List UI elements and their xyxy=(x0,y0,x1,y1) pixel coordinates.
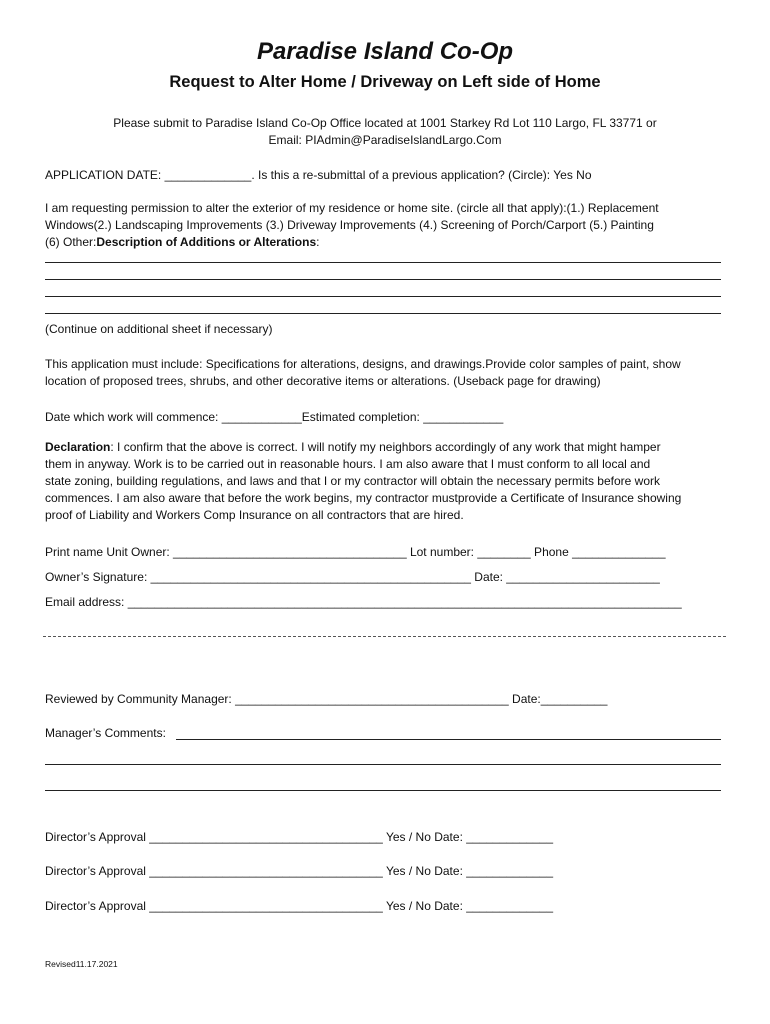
description-colon: : xyxy=(316,235,320,249)
application-date-line: APPLICATION DATE: _____________. Is this a re-submittal of a previous application? (Circle): Yes No xyxy=(45,168,592,182)
declaration-text1: : I confirm that the above is correct. I will notify my neighbors accordingly of any work that might hamper xyxy=(110,440,661,454)
declaration-line3: state zoning, building regulations, and laws and that I or my contractor will obtain the necessary permits before work xyxy=(45,474,660,488)
cut-divider xyxy=(43,636,726,637)
continue-note: (Continue on additional sheet if necessary) xyxy=(45,322,273,336)
declaration-line4: commences. I am also aware that before the work begins, my contractor mustprovide a Certificate of Insurance showing xyxy=(45,491,682,505)
description-line-1[interactable] xyxy=(45,262,721,263)
request-line3 xyxy=(45,235,320,249)
email-field[interactable]: Email address: ___________________________________________________________________________________ xyxy=(45,595,682,609)
description-heading: Description of Additions or Alterations xyxy=(96,235,317,249)
director-approval-3[interactable]: Director’s Approval ___________________________________ Yes / No Date: _____________ xyxy=(45,899,553,913)
reviewed-by-field[interactable]: Reviewed by Community Manager: _________________________________________ Date:__________ xyxy=(45,692,608,706)
page-title: Paradise Island Co-Op xyxy=(256,38,514,65)
declaration-label: Declaration xyxy=(45,440,111,454)
request-line1: I am requesting permission to alter the exterior of my residence or home site. (circle all that apply):(1.) Replacement xyxy=(45,201,659,215)
manager-comments-line-2[interactable] xyxy=(45,764,721,765)
director-approval-1[interactable]: Director’s Approval ___________________________________ Yes / No Date: _____________ xyxy=(45,830,553,844)
description-line-2[interactable] xyxy=(45,279,721,280)
director-approval-2[interactable]: Director’s Approval ___________________________________ Yes / No Date: _____________ xyxy=(45,864,553,878)
revision-date: Revised11.17.2021 xyxy=(45,959,118,969)
declaration-line2: them in anyway. Work is to be carried out in reasonable hours. I am also aware that I must conform to all local and xyxy=(45,457,651,471)
requirements-line2: location of proposed trees, shrubs, and other decorative items or alterations. (Useback page for drawing) xyxy=(45,374,601,388)
submit-instructions-line2: Email: PIAdmin@ParadiseIslandLargo.Com xyxy=(268,133,502,147)
manager-comments-line-1[interactable] xyxy=(176,739,721,740)
other-label: (6) Other: xyxy=(45,235,97,249)
requirements-line1: This application must include: Specifications for alterations, designs, and drawings.Provide color samples of paint, show xyxy=(45,357,681,371)
manager-comments-line-3[interactable] xyxy=(45,790,721,791)
form-subtitle: Request to Alter Home / Driveway on Left side of Home xyxy=(169,73,601,91)
declaration-line5: proof of Liability and Workers Comp Insurance on all contractors that are hired. xyxy=(45,508,464,522)
manager-comments-label: Manager’s Comments: xyxy=(45,726,166,740)
description-line-4[interactable] xyxy=(45,313,721,314)
request-line2: Windows(2.) Landscaping Improvements (3.) Driveway Improvements (4.) Screening of Porch/Carport (5.) Painting xyxy=(45,218,654,232)
work-dates-line: Date which work will commence: ____________Estimated completion: ____________ xyxy=(45,410,504,424)
owner-signature-field[interactable]: Owner’s Signature: ________________________________________________ Date: _______________________ xyxy=(45,570,660,584)
print-name-field[interactable]: Print name Unit Owner: ___________________________________ Lot number: ________ Phone ______________ xyxy=(45,545,666,559)
submit-instructions-line1: Please submit to Paradise Island Co-Op Office located at 1001 Starkey Rd Lot 110 Largo, FL 33771 or xyxy=(113,116,657,130)
description-line-3[interactable] xyxy=(45,296,721,297)
declaration-line1 xyxy=(45,440,661,454)
